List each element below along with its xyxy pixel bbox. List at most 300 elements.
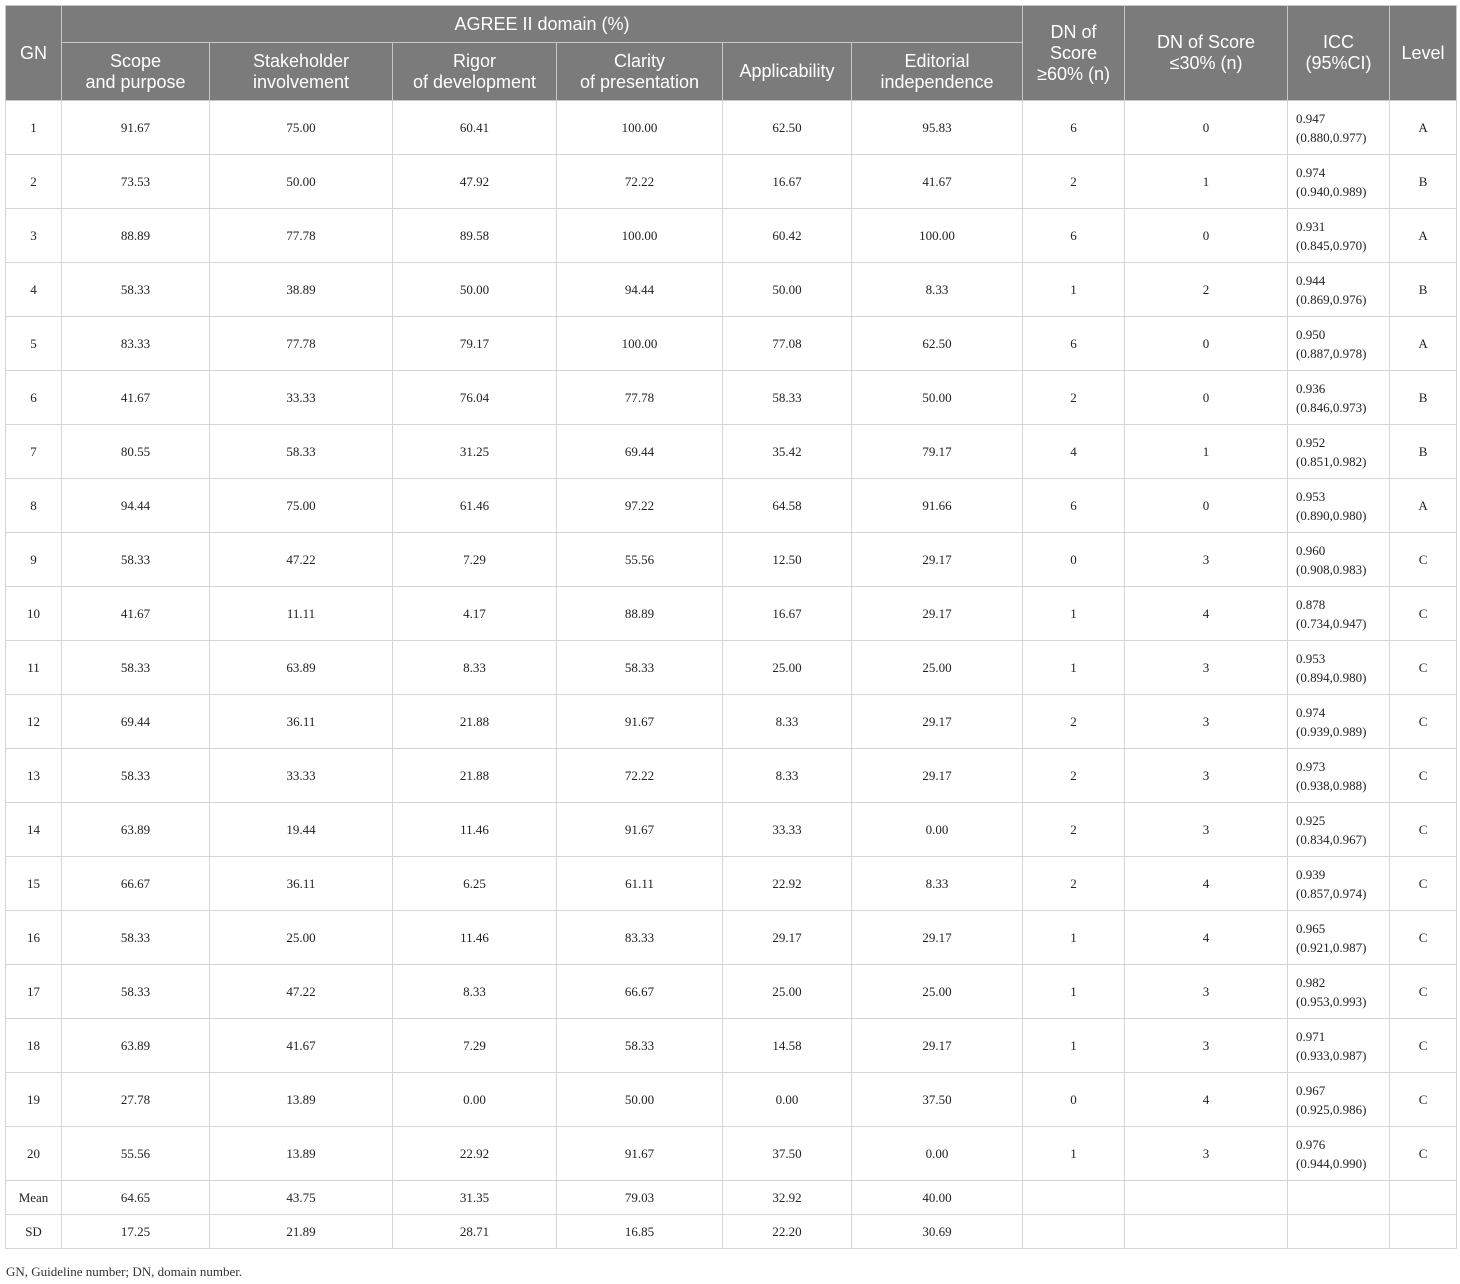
cell-applicability: 62.50	[723, 101, 852, 155]
icc-value: 0.982	[1296, 974, 1326, 990]
cell-stakeholder: 19.44	[210, 803, 393, 857]
cell-stakeholder: 75.00	[210, 101, 393, 155]
cell-clarity: 100.00	[557, 101, 723, 155]
cell-editorial: 8.33	[852, 857, 1023, 911]
cell-gn: 8	[6, 479, 62, 533]
cell-dn-low: 0	[1125, 479, 1288, 533]
cell-dn-low: 3	[1125, 1127, 1288, 1181]
header-rigor: Rigor of development	[393, 43, 557, 101]
cell-stakeholder: 77.78	[210, 209, 393, 263]
cell-icc	[1288, 749, 1390, 803]
cell-gn: 12	[6, 695, 62, 749]
cell-stakeholder: 13.89	[210, 1073, 393, 1127]
cell-gn: 19	[6, 1073, 62, 1127]
table-footnote: GN, Guideline number; DN, domain number.	[6, 1264, 243, 1279]
cell-editorial: 50.00	[852, 371, 1023, 425]
cell-gn: 10	[6, 587, 62, 641]
icc-confidence-interval: (0.890,0.980)	[1296, 507, 1367, 523]
icc-confidence-interval: (0.944,0.990)	[1296, 1155, 1367, 1171]
header-clarity: Clarity of presentation	[557, 43, 723, 101]
cell-level: C	[1390, 803, 1457, 857]
cell-level: C	[1390, 749, 1457, 803]
cell-applicability: 16.67	[723, 587, 852, 641]
cell-icc	[1288, 101, 1390, 155]
cell-icc	[1288, 425, 1390, 479]
cell-stat-label: SD	[6, 1215, 62, 1249]
cell-dn-high	[1023, 1215, 1125, 1249]
cell-applicability: 8.33	[723, 695, 852, 749]
cell-applicability: 25.00	[723, 965, 852, 1019]
cell-editorial: 0.00	[852, 1127, 1023, 1181]
cell-level: C	[1390, 1073, 1457, 1127]
cell-gn: 9	[6, 533, 62, 587]
cell-applicability: 33.33	[723, 803, 852, 857]
icc-value: 0.976	[1296, 1136, 1326, 1152]
cell-rigor: 79.17	[393, 317, 557, 371]
header-dn-low: DN of Score ≤30% (n)	[1125, 6, 1288, 101]
table-row	[6, 587, 1457, 641]
cell-scope: 58.33	[62, 749, 210, 803]
cell-dn-low: 0	[1125, 371, 1288, 425]
cell-dn-low: 0	[1125, 317, 1288, 371]
cell-clarity: 16.85	[557, 1215, 723, 1249]
icc-confidence-interval: (0.953,0.993)	[1296, 993, 1367, 1009]
cell-scope: 88.89	[62, 209, 210, 263]
cell-icc	[1288, 587, 1390, 641]
cell-editorial: 37.50	[852, 1073, 1023, 1127]
icc-value: 0.931	[1296, 218, 1326, 234]
cell-applicability: 22.20	[723, 1215, 852, 1249]
cell-gn: 7	[6, 425, 62, 479]
cell-clarity: 79.03	[557, 1181, 723, 1215]
cell-icc	[1288, 209, 1390, 263]
cell-level: C	[1390, 1019, 1457, 1073]
table-row	[6, 695, 1457, 749]
icc-value: 0.952	[1296, 434, 1326, 450]
cell-dn-high: 6	[1023, 209, 1125, 263]
cell-rigor: 22.92	[393, 1127, 557, 1181]
cell-editorial: 40.00	[852, 1181, 1023, 1215]
cell-applicability: 77.08	[723, 317, 852, 371]
icc-confidence-interval: (0.887,0.978)	[1296, 345, 1367, 361]
cell-stakeholder: 47.22	[210, 533, 393, 587]
cell-dn-high: 2	[1023, 371, 1125, 425]
cell-icc	[1288, 1215, 1390, 1249]
cell-rigor: 21.88	[393, 695, 557, 749]
icc-value: 0.878	[1296, 596, 1326, 612]
cell-dn-high: 2	[1023, 695, 1125, 749]
cell-icc	[1288, 1019, 1390, 1073]
icc-confidence-interval: (0.846,0.973)	[1296, 399, 1367, 415]
cell-scope: 58.33	[62, 263, 210, 317]
cell-stakeholder: 47.22	[210, 965, 393, 1019]
cell-stakeholder: 77.78	[210, 317, 393, 371]
cell-stakeholder: 36.11	[210, 695, 393, 749]
cell-level: C	[1390, 641, 1457, 695]
cell-applicability: 50.00	[723, 263, 852, 317]
cell-dn-low: 3	[1125, 749, 1288, 803]
cell-stakeholder: 33.33	[210, 749, 393, 803]
cell-gn: 3	[6, 209, 62, 263]
cell-dn-low: 1	[1125, 425, 1288, 479]
cell-dn-high	[1023, 1181, 1125, 1215]
cell-applicability: 58.33	[723, 371, 852, 425]
cell-applicability: 0.00	[723, 1073, 852, 1127]
cell-editorial: 29.17	[852, 587, 1023, 641]
icc-confidence-interval: (0.845,0.970)	[1296, 237, 1367, 253]
cell-scope: 58.33	[62, 641, 210, 695]
cell-rigor: 47.92	[393, 155, 557, 209]
cell-clarity: 58.33	[557, 1019, 723, 1073]
cell-dn-low: 4	[1125, 587, 1288, 641]
icc-confidence-interval: (0.939,0.989)	[1296, 723, 1367, 739]
cell-icc	[1288, 533, 1390, 587]
cell-icc	[1288, 1127, 1390, 1181]
icc-value: 0.953	[1296, 650, 1326, 666]
cell-level: A	[1390, 317, 1457, 371]
icc-confidence-interval: (0.834,0.967)	[1296, 831, 1367, 847]
table-row	[6, 101, 1457, 155]
cell-level: A	[1390, 101, 1457, 155]
cell-dn-high: 0	[1023, 533, 1125, 587]
cell-clarity: 83.33	[557, 911, 723, 965]
cell-gn: 13	[6, 749, 62, 803]
cell-rigor: 89.58	[393, 209, 557, 263]
table-row	[6, 263, 1457, 317]
cell-dn-high: 2	[1023, 857, 1125, 911]
icc-value: 0.950	[1296, 326, 1326, 342]
table-row	[6, 533, 1457, 587]
cell-dn-high: 0	[1023, 1073, 1125, 1127]
cell-clarity: 91.67	[557, 695, 723, 749]
cell-scope: 64.65	[62, 1181, 210, 1215]
cell-applicability: 64.58	[723, 479, 852, 533]
cell-clarity: 50.00	[557, 1073, 723, 1127]
cell-clarity: 61.11	[557, 857, 723, 911]
cell-level: B	[1390, 263, 1457, 317]
cell-rigor: 11.46	[393, 803, 557, 857]
cell-dn-high: 1	[1023, 587, 1125, 641]
cell-rigor: 8.33	[393, 965, 557, 1019]
cell-gn: 5	[6, 317, 62, 371]
icc-value: 0.971	[1296, 1028, 1326, 1044]
cell-dn-high: 2	[1023, 803, 1125, 857]
icc-value: 0.973	[1296, 758, 1326, 774]
icc-confidence-interval: (0.734,0.947)	[1296, 615, 1367, 631]
cell-scope: 58.33	[62, 533, 210, 587]
cell-dn-low: 3	[1125, 641, 1288, 695]
cell-clarity: 91.67	[557, 1127, 723, 1181]
cell-dn-high: 6	[1023, 479, 1125, 533]
cell-level: C	[1390, 587, 1457, 641]
table-row	[6, 425, 1457, 479]
cell-rigor: 8.33	[393, 641, 557, 695]
cell-rigor: 61.46	[393, 479, 557, 533]
cell-scope: 58.33	[62, 911, 210, 965]
stat-row	[6, 1215, 1457, 1249]
cell-applicability: 60.42	[723, 209, 852, 263]
cell-level: B	[1390, 155, 1457, 209]
icc-confidence-interval: (0.921,0.987)	[1296, 939, 1367, 955]
cell-clarity: 66.67	[557, 965, 723, 1019]
cell-clarity: 72.22	[557, 155, 723, 209]
cell-dn-high: 1	[1023, 911, 1125, 965]
cell-rigor: 6.25	[393, 857, 557, 911]
header-gn: GN	[6, 6, 62, 101]
icc-value: 0.960	[1296, 542, 1326, 558]
table-body	[6, 101, 1457, 1249]
table-row	[6, 479, 1457, 533]
cell-rigor: 50.00	[393, 263, 557, 317]
cell-level: C	[1390, 533, 1457, 587]
cell-dn-low: 4	[1125, 1073, 1288, 1127]
header-level: Level	[1390, 6, 1457, 101]
cell-stakeholder: 58.33	[210, 425, 393, 479]
table-row	[6, 911, 1457, 965]
cell-stakeholder: 21.89	[210, 1215, 393, 1249]
table-row	[6, 317, 1457, 371]
cell-editorial: 25.00	[852, 965, 1023, 1019]
icc-value: 0.925	[1296, 812, 1326, 828]
header-dn-high: DN of Score ≥60% (n)	[1023, 6, 1125, 101]
cell-clarity: 91.67	[557, 803, 723, 857]
cell-icc	[1288, 479, 1390, 533]
icc-value: 0.939	[1296, 866, 1326, 882]
table-row	[6, 857, 1457, 911]
cell-editorial: 29.17	[852, 533, 1023, 587]
cell-scope: 41.67	[62, 371, 210, 425]
cell-level: A	[1390, 209, 1457, 263]
cell-level: C	[1390, 1127, 1457, 1181]
icc-value: 0.953	[1296, 488, 1326, 504]
table-row	[6, 1019, 1457, 1073]
cell-icc	[1288, 371, 1390, 425]
cell-dn-high: 6	[1023, 317, 1125, 371]
cell-clarity: 58.33	[557, 641, 723, 695]
cell-gn: 20	[6, 1127, 62, 1181]
cell-gn: 11	[6, 641, 62, 695]
cell-editorial: 29.17	[852, 695, 1023, 749]
cell-editorial: 29.17	[852, 749, 1023, 803]
icc-value: 0.947	[1296, 110, 1326, 126]
cell-dn-high: 1	[1023, 641, 1125, 695]
cell-clarity: 69.44	[557, 425, 723, 479]
table-row	[6, 965, 1457, 1019]
cell-stakeholder: 50.00	[210, 155, 393, 209]
table-row	[6, 803, 1457, 857]
icc-value: 0.974	[1296, 704, 1326, 720]
cell-stakeholder: 43.75	[210, 1181, 393, 1215]
cell-scope: 91.67	[62, 101, 210, 155]
cell-dn-low: 2	[1125, 263, 1288, 317]
cell-dn-low	[1125, 1215, 1288, 1249]
icc-value: 0.974	[1296, 164, 1326, 180]
cell-stat-label: Mean	[6, 1181, 62, 1215]
cell-level: C	[1390, 695, 1457, 749]
icc-confidence-interval: (0.869,0.976)	[1296, 291, 1367, 307]
cell-dn-low: 3	[1125, 1019, 1288, 1073]
cell-dn-high: 1	[1023, 965, 1125, 1019]
cell-rigor: 31.35	[393, 1181, 557, 1215]
cell-gn: 1	[6, 101, 62, 155]
table-row	[6, 1073, 1457, 1127]
cell-scope: 69.44	[62, 695, 210, 749]
cell-dn-high: 1	[1023, 1127, 1125, 1181]
cell-rigor: 7.29	[393, 533, 557, 587]
cell-clarity: 100.00	[557, 317, 723, 371]
cell-applicability: 35.42	[723, 425, 852, 479]
icc-confidence-interval: (0.894,0.980)	[1296, 669, 1367, 685]
cell-icc	[1288, 1181, 1390, 1215]
cell-gn: 2	[6, 155, 62, 209]
icc-confidence-interval: (0.925,0.986)	[1296, 1101, 1367, 1117]
cell-level: C	[1390, 965, 1457, 1019]
table-row	[6, 641, 1457, 695]
cell-dn-high: 2	[1023, 155, 1125, 209]
cell-stakeholder: 38.89	[210, 263, 393, 317]
table-row	[6, 749, 1457, 803]
cell-icc	[1288, 695, 1390, 749]
icc-confidence-interval: (0.851,0.982)	[1296, 453, 1367, 469]
cell-dn-high: 1	[1023, 1019, 1125, 1073]
cell-rigor: 0.00	[393, 1073, 557, 1127]
cell-rigor: 21.88	[393, 749, 557, 803]
cell-editorial: 8.33	[852, 263, 1023, 317]
header-scope: Scope and purpose	[62, 43, 210, 101]
cell-dn-high: 1	[1023, 263, 1125, 317]
cell-applicability: 8.33	[723, 749, 852, 803]
cell-editorial: 30.69	[852, 1215, 1023, 1249]
cell-rigor: 31.25	[393, 425, 557, 479]
cell-icc	[1288, 641, 1390, 695]
cell-stakeholder: 33.33	[210, 371, 393, 425]
cell-scope: 83.33	[62, 317, 210, 371]
cell-clarity: 97.22	[557, 479, 723, 533]
cell-dn-low: 4	[1125, 911, 1288, 965]
cell-level: C	[1390, 911, 1457, 965]
header-stakeholder: Stakeholder involvement	[210, 43, 393, 101]
cell-icc	[1288, 263, 1390, 317]
cell-scope: 63.89	[62, 803, 210, 857]
icc-value: 0.965	[1296, 920, 1326, 936]
cell-stakeholder: 63.89	[210, 641, 393, 695]
cell-dn-low: 4	[1125, 857, 1288, 911]
cell-gn: 15	[6, 857, 62, 911]
cell-rigor: 28.71	[393, 1215, 557, 1249]
header-applicability: Applicability	[723, 43, 852, 101]
cell-gn: 4	[6, 263, 62, 317]
icc-value: 0.936	[1296, 380, 1326, 396]
icc-value: 0.967	[1296, 1082, 1326, 1098]
cell-dn-low: 3	[1125, 965, 1288, 1019]
cell-icc	[1288, 317, 1390, 371]
cell-icc	[1288, 1073, 1390, 1127]
cell-clarity: 77.78	[557, 371, 723, 425]
header-domain-group: AGREE II domain (%)	[62, 6, 1023, 43]
cell-applicability: 16.67	[723, 155, 852, 209]
cell-scope: 73.53	[62, 155, 210, 209]
cell-dn-low: 3	[1125, 803, 1288, 857]
cell-dn-low: 0	[1125, 101, 1288, 155]
cell-level	[1390, 1181, 1457, 1215]
cell-applicability: 14.58	[723, 1019, 852, 1073]
cell-dn-high: 4	[1023, 425, 1125, 479]
cell-level: A	[1390, 479, 1457, 533]
cell-icc	[1288, 803, 1390, 857]
cell-applicability: 32.92	[723, 1181, 852, 1215]
cell-stakeholder: 13.89	[210, 1127, 393, 1181]
cell-editorial: 95.83	[852, 101, 1023, 155]
cell-clarity: 72.22	[557, 749, 723, 803]
table-row	[6, 371, 1457, 425]
cell-rigor: 7.29	[393, 1019, 557, 1073]
icc-confidence-interval: (0.938,0.988)	[1296, 777, 1367, 793]
cell-scope: 27.78	[62, 1073, 210, 1127]
cell-applicability: 25.00	[723, 641, 852, 695]
cell-stakeholder: 36.11	[210, 857, 393, 911]
cell-editorial: 62.50	[852, 317, 1023, 371]
cell-stakeholder: 25.00	[210, 911, 393, 965]
cell-scope: 63.89	[62, 1019, 210, 1073]
cell-icc	[1288, 155, 1390, 209]
icc-confidence-interval: (0.940,0.989)	[1296, 183, 1367, 199]
icc-confidence-interval: (0.933,0.987)	[1296, 1047, 1367, 1063]
stat-row	[6, 1181, 1457, 1215]
header-editorial: Editorial independence	[852, 43, 1023, 101]
cell-applicability: 22.92	[723, 857, 852, 911]
cell-icc	[1288, 857, 1390, 911]
table-row	[6, 155, 1457, 209]
cell-gn: 18	[6, 1019, 62, 1073]
cell-dn-low	[1125, 1181, 1288, 1215]
cell-dn-high: 2	[1023, 749, 1125, 803]
cell-editorial: 79.17	[852, 425, 1023, 479]
cell-dn-low: 0	[1125, 209, 1288, 263]
cell-applicability: 12.50	[723, 533, 852, 587]
cell-stakeholder: 11.11	[210, 587, 393, 641]
cell-stakeholder: 75.00	[210, 479, 393, 533]
icc-confidence-interval: (0.880,0.977)	[1296, 129, 1367, 145]
cell-dn-high: 6	[1023, 101, 1125, 155]
cell-editorial: 29.17	[852, 911, 1023, 965]
cell-scope: 17.25	[62, 1215, 210, 1249]
cell-clarity: 100.00	[557, 209, 723, 263]
cell-scope: 94.44	[62, 479, 210, 533]
cell-editorial: 91.66	[852, 479, 1023, 533]
cell-editorial: 25.00	[852, 641, 1023, 695]
cell-scope: 80.55	[62, 425, 210, 479]
table-header	[6, 6, 1457, 101]
cell-scope: 66.67	[62, 857, 210, 911]
agree-ii-table	[5, 5, 1457, 1249]
cell-gn: 6	[6, 371, 62, 425]
cell-level: B	[1390, 371, 1457, 425]
cell-scope: 58.33	[62, 965, 210, 1019]
cell-rigor: 4.17	[393, 587, 557, 641]
cell-icc	[1288, 965, 1390, 1019]
cell-level	[1390, 1215, 1457, 1249]
table-row	[6, 1127, 1457, 1181]
cell-editorial: 100.00	[852, 209, 1023, 263]
cell-rigor: 60.41	[393, 101, 557, 155]
cell-dn-low: 1	[1125, 155, 1288, 209]
cell-rigor: 11.46	[393, 911, 557, 965]
cell-applicability: 37.50	[723, 1127, 852, 1181]
cell-level: C	[1390, 857, 1457, 911]
cell-icc	[1288, 911, 1390, 965]
cell-scope: 41.67	[62, 587, 210, 641]
table-row	[6, 209, 1457, 263]
